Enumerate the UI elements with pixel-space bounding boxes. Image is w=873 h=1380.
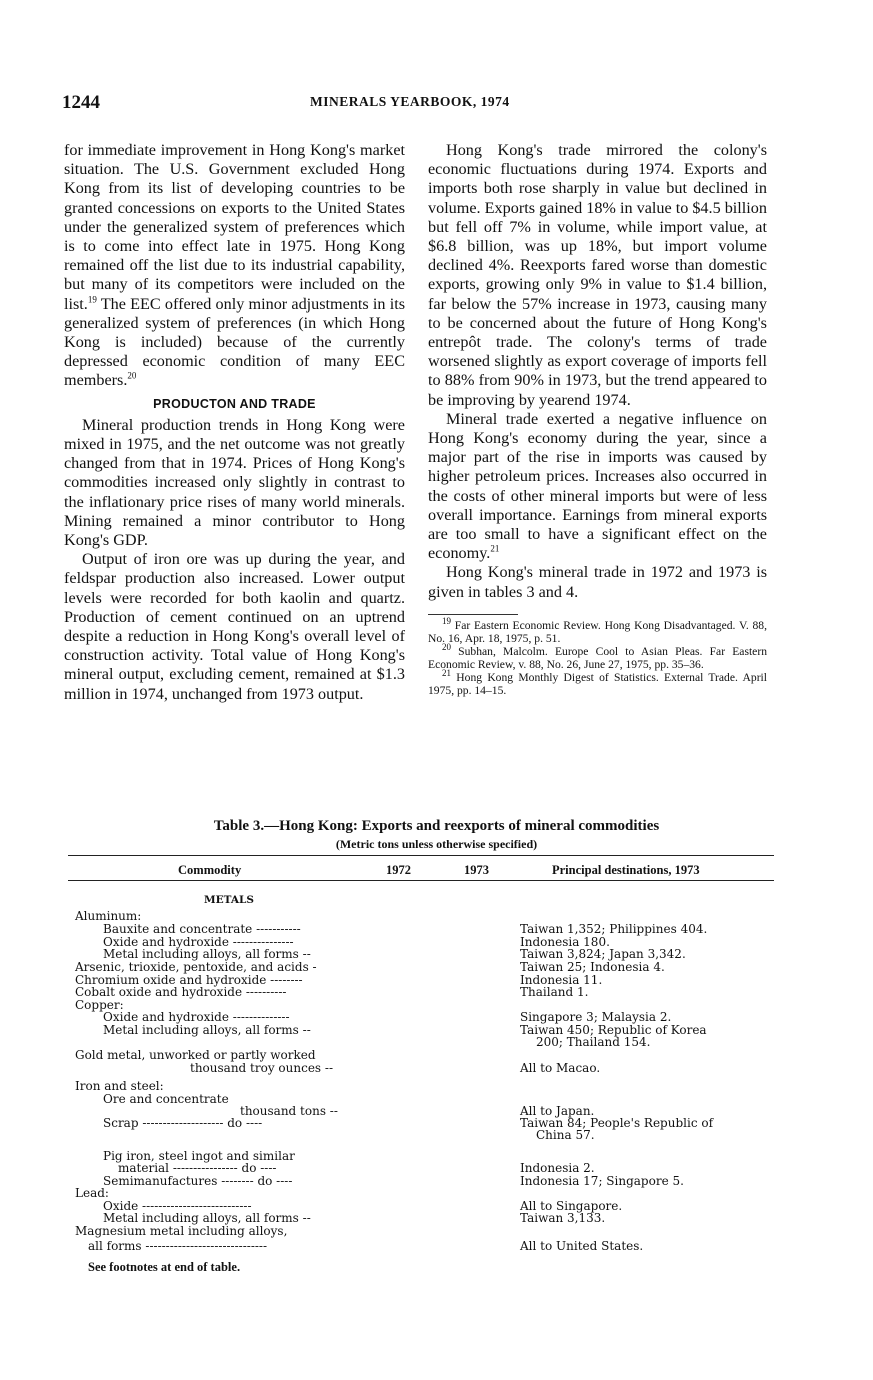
cell-commodity: Bauxite and concentrate ----------- — [103, 922, 301, 936]
cell-destination: Indonesia 2. — [520, 1161, 595, 1175]
cell-commodity: Metal including alloys, all forms -- — [103, 1023, 311, 1037]
cell-destination: Thailand 1. — [520, 985, 589, 999]
footnote-number: 21 — [442, 668, 451, 679]
table-subtitle: (Metric tons unless otherwise specified) — [335, 837, 538, 851]
cell-commodity: Gold metal, unworked or partly worked — [75, 1048, 316, 1062]
cell-commodity: Semimanufactures -------- do ---- — [103, 1174, 293, 1188]
cell-commodity: Pig iron, steel ingot and similar — [103, 1149, 295, 1163]
paragraph: Output of iron ore was up during the year, and feldspar production also increased. Lower output levels were recorded for both kaolin and quartz. Production of cement continued on an uptrend despite a reduction in Hong Kong's overall level of construction activity. Total value of Hong Kong's mineral output, excluding cement, remained at $1.3 million in 1974, unchanged from 1973 output. — [64, 550, 405, 703]
cell-commodity: Iron and steel: — [75, 1079, 164, 1093]
table-top-rule — [68, 855, 774, 856]
page-number: 1244 — [62, 92, 100, 113]
cell-destination: All to Japan. — [520, 1104, 595, 1118]
cell-destination: China 57. — [536, 1128, 595, 1142]
footnote-number: 20 — [442, 642, 451, 653]
header-1972: 1972 — [386, 863, 411, 877]
table-header-rule — [68, 880, 774, 881]
header-1973: 1973 — [464, 863, 489, 877]
cell-commodity: Oxide --------------------------- — [103, 1199, 252, 1213]
header-destinations: Principal destinations, 1973 — [552, 863, 700, 877]
footnote-divider — [428, 614, 518, 615]
table-footnote: See footnotes at end of table. — [88, 1260, 241, 1274]
footnote — [428, 668, 768, 697]
cell-commodity: Arsenic, trioxide, pentoxide, and acids - — [75, 960, 317, 974]
footnote-text: Hong Kong Monthly Digest of Statistics. External Trade. April 1975, pp. 14–15. — [428, 670, 768, 697]
cell-destination: Taiwan 25; Indonesia 4. — [520, 960, 665, 974]
section-heading: PRODUCTON AND TRADE — [153, 396, 316, 411]
cell-destination: Taiwan 3,824; Japan 3,342. — [520, 947, 686, 961]
cell-destination: Taiwan 3,133. — [520, 1211, 606, 1225]
cell-commodity: Magnesium metal including alloys, — [75, 1224, 288, 1238]
right-column — [428, 141, 767, 697]
cell-destination: All to Singapore. — [520, 1199, 623, 1213]
paragraph-text: Mineral trade exerted a negative influence on Hong Kong's economy during the year, since a major part of the rise in imports was caused by higher petroleum prices. Increases also occurred in the costs of other mineral imports but were of less overall importance. Earnings from mineral exports are too small to have a significant effect on the economy. — [428, 409, 767, 563]
cell-commodity: thousand troy ounces -- — [190, 1061, 334, 1075]
cell-destination: Singapore 3; Malaysia 2. — [520, 1010, 672, 1024]
footnote — [428, 616, 767, 645]
footnote-ref: 20 — [127, 371, 137, 382]
cell-commodity: Metal including alloys, all forms -- — [103, 947, 311, 961]
cell-commodity: Lead: — [75, 1186, 109, 1200]
footnote-text: Far Eastern Economic Review. Hong Kong Disadvantaged. V. 88, No. 16, Apr. 18, 1975, p. 51. — [428, 618, 767, 645]
left-column — [64, 141, 405, 704]
paragraph — [64, 141, 405, 391]
paragraph-text: The EEC offered only minor adjustments in its generalized system of preferences (in which Hong Kong is included) because of the currently depressed economic condition of many EEC members. — [64, 294, 405, 390]
cell-destination: Taiwan 1,352; Philippines 404. — [520, 922, 708, 936]
cell-commodity: Copper: — [75, 998, 124, 1012]
cell-commodity: Aluminum: — [75, 909, 142, 923]
footnote-number: 19 — [442, 616, 451, 627]
footnote — [428, 642, 767, 671]
cell-destination: Indonesia 17; Singapore 5. — [520, 1174, 684, 1188]
cell-commodity: Chromium oxide and hydroxide -------- — [75, 973, 303, 987]
table-section-label: METALS — [204, 894, 254, 906]
table-title: Table 3.—Hong Kong: Exports and reexports of mineral commodities — [213, 818, 660, 834]
cell-commodity: Oxide and hydroxide -------------- — [103, 1010, 290, 1024]
cell-commodity: Scrap -------------------- do ---- — [103, 1116, 263, 1130]
paragraph: Mineral production trends in Hong Kong were mixed in 1975, and the net outcome was not greatly changed from that in 1974. Prices of Hong Kong's commodities increased only slightly in contrast to the inflationary price rises of many world minerals. Mining remained a minor contributor to Hong Kong's GDP. — [64, 415, 405, 550]
cell-destination: Taiwan 450; Republic of Korea — [520, 1023, 707, 1037]
footnote-text: Subhan, Malcolm. Europe Cool to Asian Pleas. Far Eastern Economic Review, v. 88, No. 26, June 27, 1975, pp. 35–36. — [428, 644, 767, 671]
running-head: MINERALS YEARBOOK, 1974 — [310, 94, 510, 109]
header-commodity: Commodity — [178, 863, 242, 877]
cell-destination: All to United States. — [520, 1239, 644, 1253]
cell-destination: 200; Thailand 154. — [536, 1035, 651, 1049]
footnote-ref: 21 — [490, 543, 500, 554]
cell-commodity: Ore and concentrate — [103, 1092, 229, 1106]
footnote-ref: 19 — [87, 294, 97, 305]
cell-commodity: material ---------------- do ---- — [118, 1161, 277, 1175]
paragraph: Hong Kong's trade mirrored the colony's economic fluctuations during 1974. Exports and imports both rose sharply in value but declined in volume. Exports gained 18% in value to $4.5 billion but fell off 7% in volume, while import value, at $6.8 billion, was up 18%, but import volume declined 4%. Reexports fared worse than domestic exports, growing only 9% in value to $1.4 billion, far below the 57% increase in 1973, causing many to be concerned about the future of Hong Kong's entrepôt trade. The colony's terms of trade worsened slightly as export coverage of imports fell to 88% from 90% in 1973, but the trend appeared to be improving by yearend 1974. — [428, 141, 767, 409]
cell-destination: Indonesia 180. — [520, 935, 610, 949]
cell-commodity: Oxide and hydroxide --------------- — [103, 935, 294, 949]
paragraph — [428, 410, 767, 564]
cell-commodity: Metal including alloys, all forms -- — [103, 1211, 311, 1225]
cell-commodity: thousand tons -- — [240, 1104, 338, 1118]
cell-destination: Indonesia 11. — [520, 973, 603, 987]
cell-destination: Taiwan 84; People's Republic of — [520, 1116, 714, 1130]
paragraph-text: for immediate improvement in Hong Kong's market situation. The U.S. Government excluded Hong Kong from its list of developing countries to be granted concessions on exports to the United States under the generalized system of preferences which is to come into effect late in 1975. Hong Kong remained off the list due to its industrial capability, but many of its competitors were included on the list. — [64, 141, 405, 313]
cell-commodity: all forms ------------------------------ — [88, 1239, 268, 1253]
cell-destination: All to Macao. — [520, 1061, 601, 1075]
cell-commodity: Cobalt oxide and hydroxide ---------- — [75, 985, 287, 999]
paragraph: Hong Kong's mineral trade in 1972 and 1973 is given in tables 3 and 4. — [428, 563, 767, 601]
